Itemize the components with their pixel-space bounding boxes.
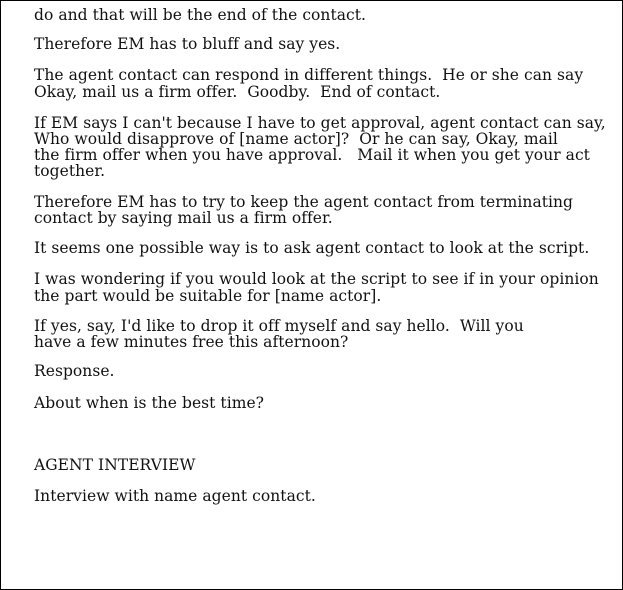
text-line: It seems one possible way is to ask agent contact to look at the script. [34, 239, 590, 257]
text-line: the firm offer when you have approval. Mail it when you get your act [34, 146, 590, 164]
text-line: Who would disapprove of [name actor]? Or he can say, Okay, mail [34, 130, 558, 148]
text-line: Interview with name agent contact. [34, 487, 316, 505]
text-line: Okay, mail us a firm offer. Goodby. End of contact. [34, 83, 441, 101]
text-line: Response. [34, 362, 115, 380]
text-line: Therefore EM has to try to keep the agent contact from terminating [34, 193, 574, 211]
text-line: together. [34, 162, 106, 180]
text-line: have a few minutes free this afternoon? [34, 333, 349, 351]
text-line: The agent contact can respond in different things. He or she can say [34, 66, 584, 84]
text-line: contact by saying mail us a firm offer. [34, 209, 333, 227]
text-line: If yes, say, I'd like to drop it off myself and say hello. Will you [34, 317, 524, 335]
text-line: If EM says I can't because I have to get approval, agent contact can say, [34, 114, 606, 132]
text-line: About when is the best time? [34, 394, 265, 412]
text-line: I was wondering if you would look at the script to see if in your opinion [34, 270, 599, 288]
text-line: Therefore EM has to bluff and say yes. [34, 35, 341, 53]
section-heading: AGENT INTERVIEW [34, 456, 196, 474]
text-line: the part would be suitable for [name actor]. [34, 287, 382, 305]
text-line: do and that will be the end of the contact. [34, 6, 367, 24]
